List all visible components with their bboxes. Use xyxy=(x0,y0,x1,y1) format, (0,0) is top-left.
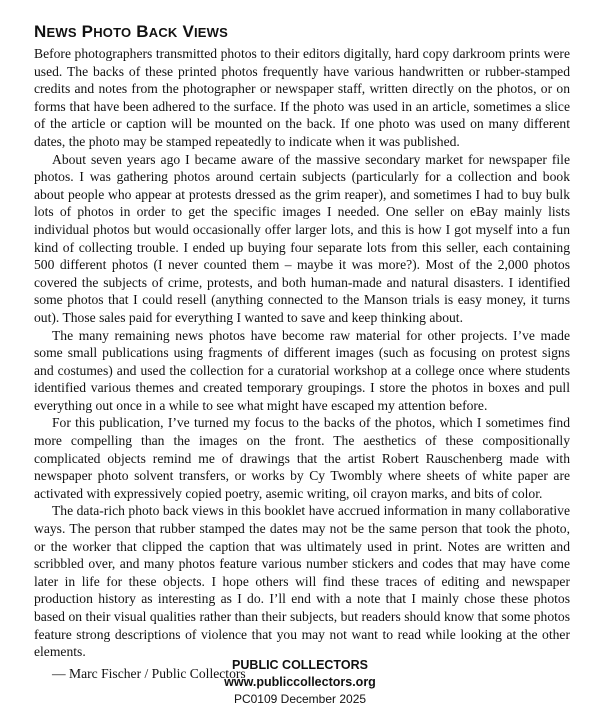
title-word: BACK xyxy=(136,22,178,41)
paragraph-5: The data-rich photo back views in this booklet have accrued information in many collaborative ways. The person that rubber stamped the dates may not be the same person that took the photo, or the worker that clipped the caption that was ultimately used in print. Notes are written and scribbled over, and many photos feature various number stickers and codes that may have come later in life for these objects. I hope others will find these traces of editing and newspaper production history as interesting as I do. I’ll end with a note that I mainly chose these photos based on their visual qualities rather than their subjects, but readers should know that some photos feature strong descriptions of violence that you may not want to read while looking at the other elements. xyxy=(34,503,570,660)
paragraph-2: About seven years ago I became aware of the massive secondary market for newspaper file photos. I was gathering photos around certain subjects (particularly for a collection and book about people who appear at protests dressed as the grim reaper), and sometimes I had to buy bulk lots of photos in order to get the specific images I needed. One seller on eBay mainly lists individual photos but would occasionally offer larger lots, and this is how I got myself into a fun kind of collecting trouble. I ended up buying four separate lots from this seller, each containing 500 different photos (I never counted them – maybe it was more?). Most of the 2,000 photos covered the subjects of crime, protests, and both human-made and natural disasters. I identified some photos that I could resell (anything connected to the Manson trials is easy money, it turns out). Those sales paid for everything I wanted to save and keep thinking about. xyxy=(34,151,570,325)
title-word: NEWS xyxy=(34,22,77,41)
publication-code: PC0109 December 2025 xyxy=(233,692,367,706)
article xyxy=(34,22,570,682)
paragraph-3: The many remaining news photos have become raw material for other projects. I’ve made some small publications using fragments of different images (such as focusing on protest signs and costumes) and used the collection for a curatorial workshop at a college once where students identified various themes and created temporary groupings. I store the photos in boxes and pull everything out once in a while to see what might have escaped my attention before. xyxy=(34,327,570,413)
author-signature: — Marc Fischer / Public Collectors xyxy=(52,665,246,681)
paragraph-4: For this publication, I’ve turned my focus to the backs of the photos, which I sometimes find more compelling than the images on the front. The aesthetics of these compositionally complicated objects remind me of drawings that the artist Robert Rauschenberg made with newspaper photo solvent transfers, or works by Cy Twombly where sheets of white paper are activated with expressively copied poetry, asemic writing, oil crayon marks, and bits of color. xyxy=(34,415,570,501)
paragraph-1: Before photographers transmitted photos to their editors digitally, hard copy darkroom prints were used. The backs of these printed photos frequently have various handwritten or rubber-stamped credits and notes from the photographer or newspaper staff, written directly on the photos, or on forms that have been adhered to the surface. If the photo was used in an article, sometimes a slice of the article or caption will be mounted on the back. If one photo was used on many different dates, the photo may be stamped repeatedly to indicate when it was published. xyxy=(34,46,570,149)
title-word: VIEWS xyxy=(182,22,229,41)
publisher-name: PUBLIC COLLECTORS xyxy=(232,658,368,672)
colophon xyxy=(0,657,600,708)
article-title xyxy=(34,22,570,43)
publisher-url: www.publiccollectors.org xyxy=(224,675,376,689)
article-body xyxy=(34,45,570,661)
title-word: PHOTO xyxy=(81,22,132,41)
